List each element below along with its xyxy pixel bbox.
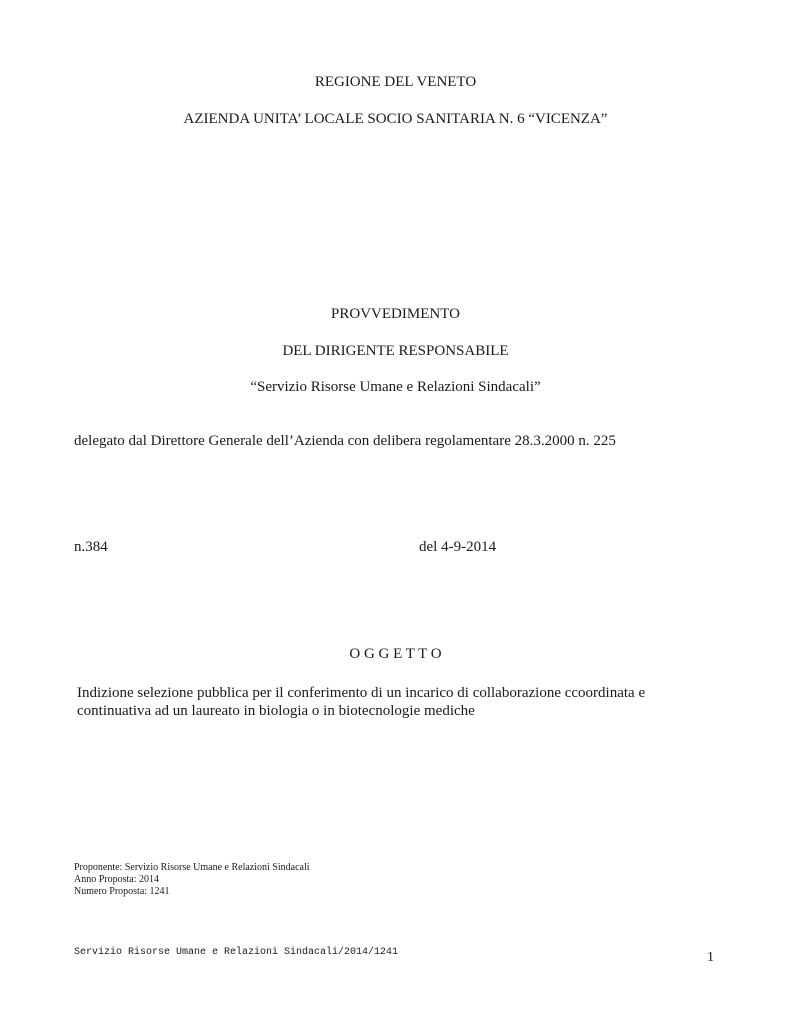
proposal-number: Numero Proposta: 1241 [74,886,170,897]
provvedimento-title: PROVVEDIMENTO [331,306,460,322]
page-number: 1 [707,950,714,965]
act-date: del 4-9-2014 [419,539,497,555]
act-number: n.384 [74,539,108,555]
oggetto-line-2: continuativa ad un laureato in biologia o in biotecnologie mediche [77,703,475,719]
region-heading: REGIONE DEL VENETO [314,74,477,90]
agency-heading: AZIENDA UNITA’ LOCALE SOCIO SANITARIA N. 6 “VICENZA” [183,111,608,127]
service-name: “Servizio Risorse Umane e Relazioni Sindacali” [250,379,541,395]
oggetto-line-1: Indizione selezione pubblica per il conferimento di un incarico di collaborazione ccoordinata e [77,685,646,701]
oggetto-text [77,684,697,720]
proposal-year: Anno Proposta: 2014 [74,874,159,885]
delegation-line: delegato dal Direttore Generale dell’Azienda con delibera regolamentare 28.3.2000 n. 225 [74,433,616,449]
proponent-line: Proponente: Servizio Risorse Umane e Relazioni Sindacali [74,862,310,873]
oggetto-heading: O G G E T T O [349,646,442,662]
footer-reference: Servizio Risorse Umane e Relazioni Sindacali/2014/1241 [74,947,399,958]
provvedimento-subtitle: DEL DIRIGENTE RESPONSABILE [282,343,509,359]
